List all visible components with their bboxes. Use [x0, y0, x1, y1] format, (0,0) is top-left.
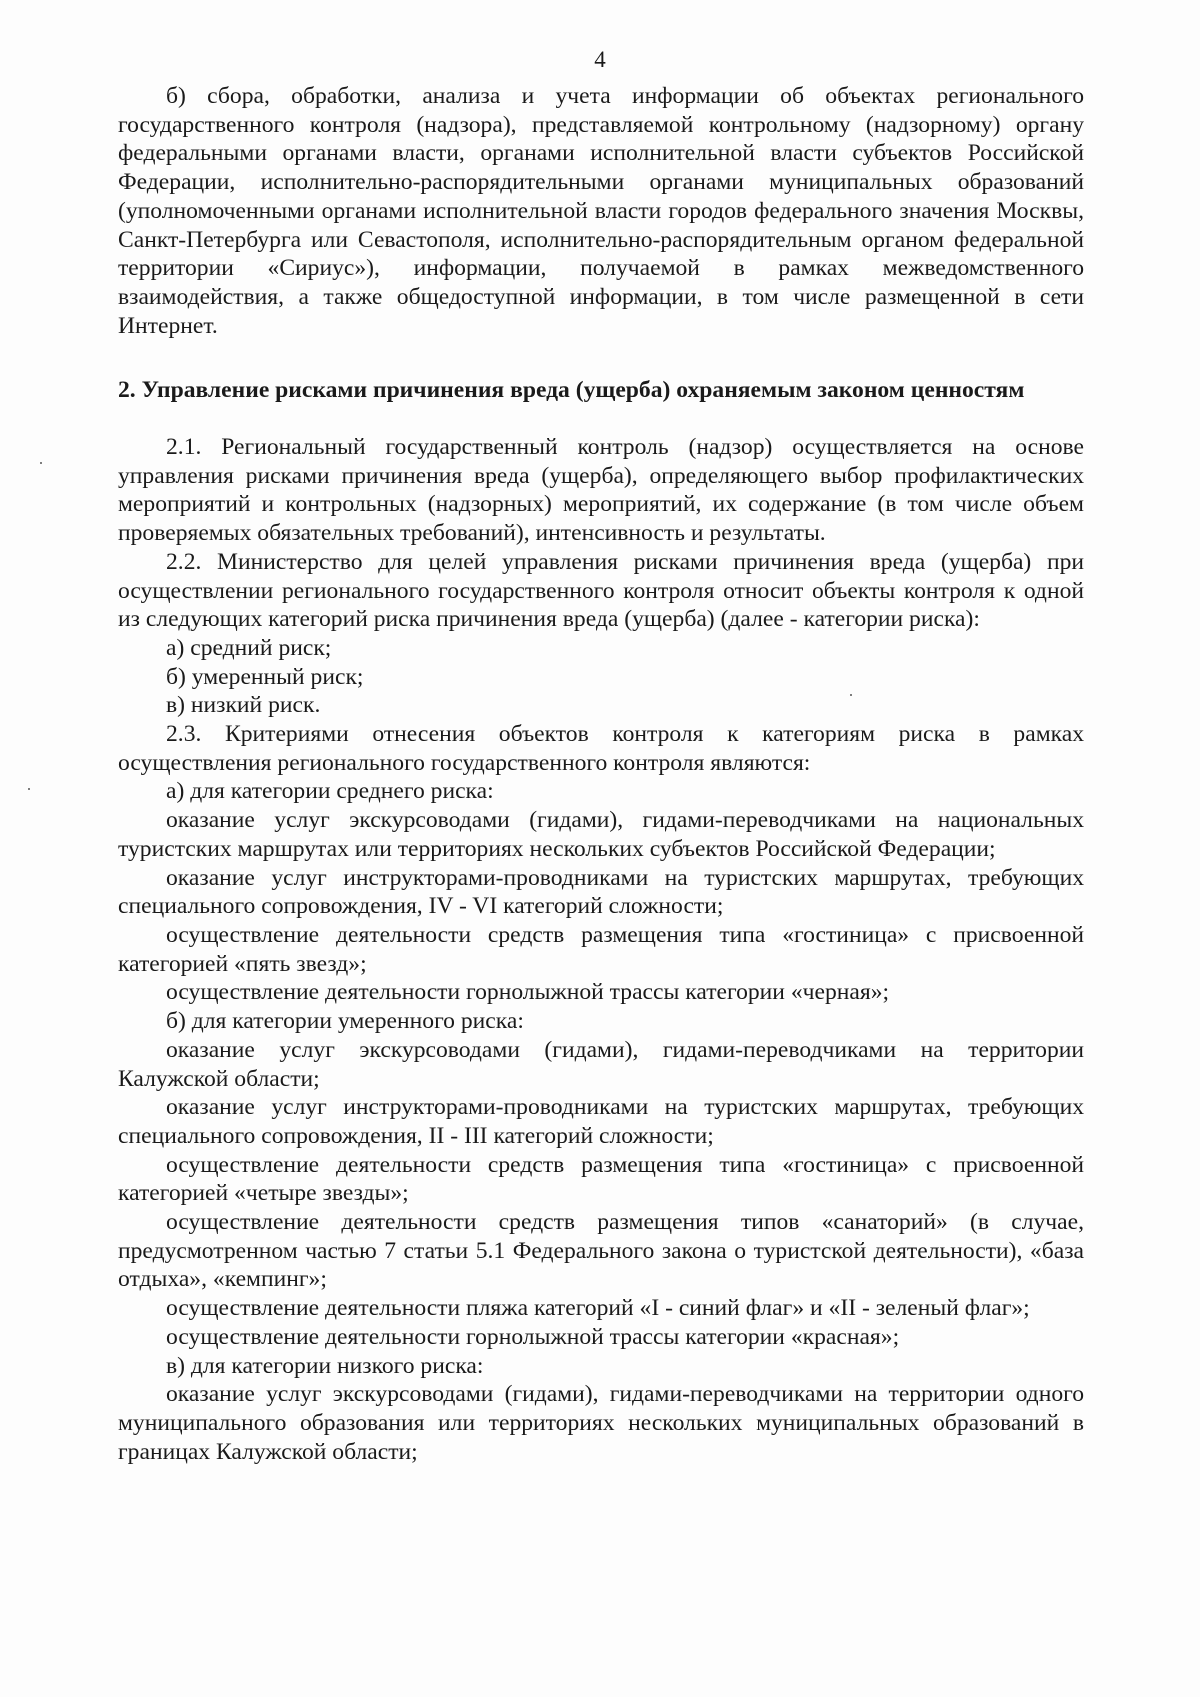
scan-speck	[28, 788, 30, 790]
criterion-medium-guides: оказание услуг экскурсоводами (гидами), гидами-переводчиками на национальных туристских маршрутах или территориях нескольких субъектов Российской Федерации;	[118, 807, 1084, 862]
subheading-moderate-risk: б) для категории умеренного риска:	[166, 1008, 524, 1035]
criterion-medium-instructors: оказание услуг инструкторами-проводниками на туристских маршрутах, требующих специального сопровождения, IV - VI категорий сложности;	[118, 864, 1084, 920]
criterion-moderate-beach: осуществление деятельности пляжа категорий «I - синий флаг» и «II - зеленый флаг»;	[166, 1295, 1030, 1322]
criterion-moderate-sanatorium: осуществление деятельности средств размещения типов «санаторий» (в случае, предусмотренном частью 7 статьи 5.1 Федерального закона о туристской деятельности), «база отдыха», «кемпинг»;	[118, 1209, 1084, 1293]
list-item-medium-risk: а) средний риск;	[166, 634, 332, 661]
page-number: 4	[594, 47, 606, 72]
criterion-medium-hotel: осуществление деятельности средств размещения типа «гостиница» с присвоенной категорией «пять звезд»;	[118, 921, 1084, 977]
scan-speck	[40, 462, 42, 464]
document-body	[118, 82, 1084, 1466]
paragraph-2-2: 2.2. Министерство для целей управления рисками причинения вреда (ущерба) при осуществлении регионального государственного контроля относит объекты контроля к одной из следующих категорий риска причинения вреда (ущерба) (далее - категории риска):	[118, 548, 1084, 633]
criterion-moderate-guides: оказание услуг экскурсоводами (гидами), гидами-переводчиками на территории Калужской области;	[118, 1036, 1084, 1092]
paragraph-2-1: 2.1. Региональный государственный контроль (надзор) осуществляется на основе управления рисками причинения вреда (ущерба), определяющего выбор профилактических мероприятий и контрольных (надзорных) мероприятий, их содержание (в том числе объем проверяемых обязательных требований), интенсивность и результаты.	[118, 434, 1084, 547]
criterion-moderate-ski-trail: осуществление деятельности горнолыжной трассы категории «красная»;	[166, 1323, 900, 1350]
scan-speck	[850, 694, 852, 696]
criterion-moderate-instructors: оказание услуг инструкторами-проводниками на туристских маршрутах, требующих специального сопровождения, II - III категорий сложности;	[118, 1094, 1084, 1149]
criterion-medium-ski-trail: осуществление деятельности горнолыжной трассы категории «черная»;	[166, 979, 890, 1006]
criterion-moderate-hotel: осуществление деятельности средств размещения типа «гостиница» с присвоенной категорией «четыре звезды»;	[118, 1151, 1084, 1207]
section-heading: 2. Управление рисками причинения вреда (ущерба) охраняемым законом ценностям	[118, 377, 1025, 404]
intro-paragraph: б) сбора, обработки, анализа и учета информации об объектах регионального государственного контроля (надзора), представляемой контрольному (надзорному) органу федеральными органами власти, органами исполнительной власти субъектов Российской Федерации, исполнительно-распорядительными органами муниципальных образований (уполномоченными органами исполнительной власти городов федерального значения Москвы, Санкт-Петербурга или Севастополя, исполнительно-распорядительным органом федеральной территории «Сириус»), информации, получаемой в рамках межведомственного взаимодействия, а также общедоступной информации, в том числе размещенной в сети Интернет.	[118, 83, 1084, 339]
paragraph-2-3: 2.3. Критериями отнесения объектов контроля к категориям риска в рамках осуществления регионального государственного контроля являются:	[118, 721, 1084, 776]
list-item-low-risk: в) низкий риск.	[166, 692, 321, 719]
list-item-moderate-risk: б) умеренный риск;	[166, 663, 364, 690]
subheading-medium-risk: а) для категории среднего риска:	[166, 778, 494, 805]
subheading-low-risk: в) для категории низкого риска:	[166, 1352, 484, 1379]
criterion-low-guides: оказание услуг экскурсоводами (гидами), гидами-переводчиками на территории одного муниципального образования или территориях нескольких муниципальных образований в границах Калужской области;	[118, 1381, 1084, 1465]
